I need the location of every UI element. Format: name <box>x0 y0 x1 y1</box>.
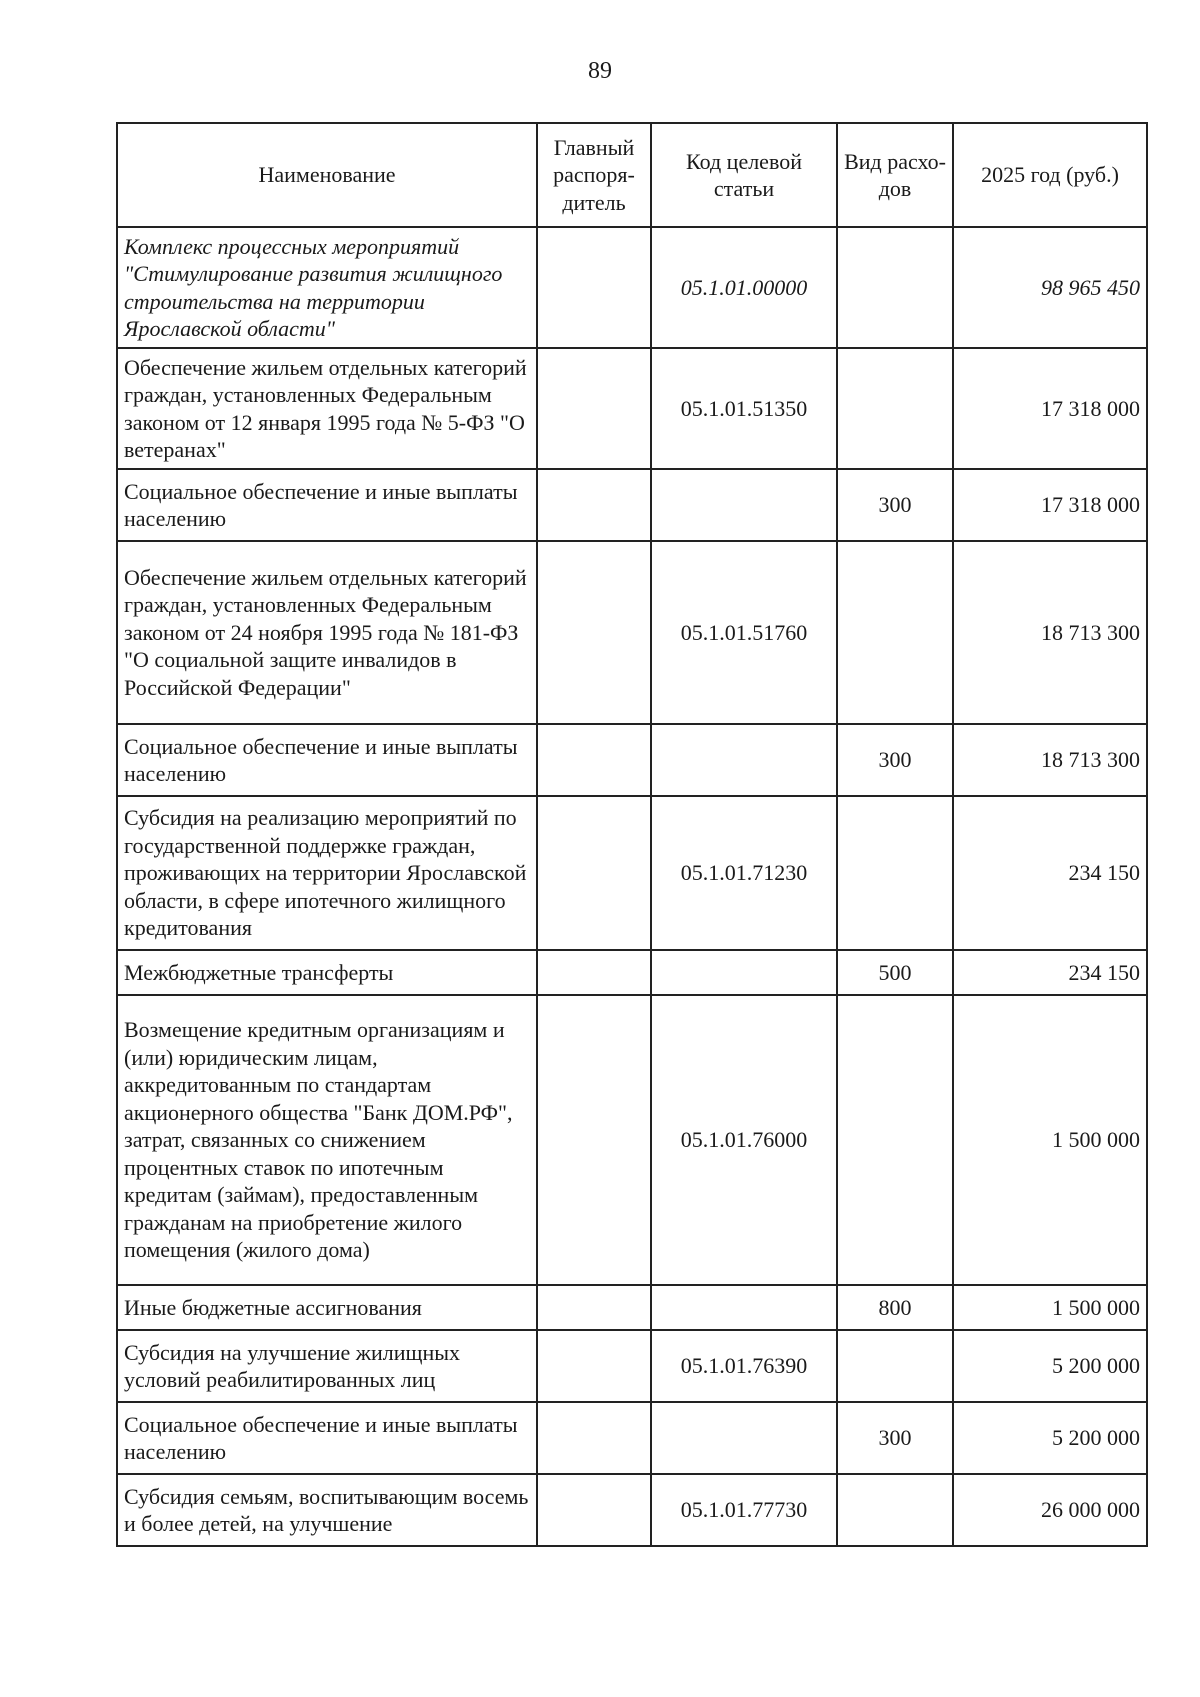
row-name: Социальное обеспечение и иные выплаты населению <box>117 1402 537 1474</box>
header-code: Код целевой статьи <box>651 123 837 227</box>
header-type: Вид расхо-дов <box>837 123 953 227</box>
header-name: Наименование <box>117 123 537 227</box>
row-code: 05.1.01.76000 <box>651 995 837 1285</box>
row-amount: 234 150 <box>953 950 1147 995</box>
table-row <box>117 1285 1147 1330</box>
row-name: Субсидия семьям, воспитывающим восемь и более детей, на улучшение <box>117 1474 537 1546</box>
table-row <box>117 995 1147 1285</box>
row-code <box>651 469 837 541</box>
row-manager <box>537 950 651 995</box>
row-type <box>837 541 953 724</box>
table-row <box>117 1402 1147 1474</box>
row-name: Социальное обеспечение и иные выплаты населению <box>117 469 537 541</box>
row-type <box>837 1330 953 1402</box>
page-number: 89 <box>588 58 612 84</box>
table-row <box>117 348 1147 469</box>
budget-table <box>116 122 1148 1547</box>
row-amount: 1 500 000 <box>953 995 1147 1285</box>
row-code <box>651 950 837 995</box>
row-type <box>837 796 953 950</box>
row-type: 300 <box>837 469 953 541</box>
row-name: Возмещение кредитным организациям и (или) юридическим лицам, аккредитованным по стандартам акционерного общества "Банк ДОМ.РФ", затрат, связанных со снижением процентных ставок по ипотечным кредитам (займам), предоставленным гражданам на приобретение жилого помещения (жилого дома) <box>117 995 537 1285</box>
row-code <box>651 1285 837 1330</box>
row-name: Субсидия на реализацию мероприятий по государственной поддержке граждан, проживающих на территории Ярославской области, в сфере ипотечного жилищного кредитования <box>117 796 537 950</box>
row-manager <box>537 995 651 1285</box>
row-amount: 1 500 000 <box>953 1285 1147 1330</box>
table-row <box>117 469 1147 541</box>
row-name: Комплекс процессных мероприятий "Стимулирование развития жилищного строительства на территории Ярославской области" <box>117 227 537 348</box>
table-row <box>117 724 1147 796</box>
row-amount: 5 200 000 <box>953 1402 1147 1474</box>
row-amount: 234 150 <box>953 796 1147 950</box>
row-name: Субсидия на улучшение жилищных условий реабилитированных лиц <box>117 1330 537 1402</box>
row-code <box>651 1402 837 1474</box>
table-row <box>117 1474 1147 1546</box>
header-amount: 2025 год (руб.) <box>953 123 1147 227</box>
table-row <box>117 950 1147 995</box>
row-name: Обеспечение жильем отдельных категорий граждан, установленных Федеральным законом от 12 января 1995 года № 5-ФЗ "О ветеранах" <box>117 348 537 469</box>
row-name: Социальное обеспечение и иные выплаты населению <box>117 724 537 796</box>
row-code: 05.1.01.71230 <box>651 796 837 950</box>
row-type: 800 <box>837 1285 953 1330</box>
row-code: 05.1.01.51350 <box>651 348 837 469</box>
row-code: 05.1.01.76390 <box>651 1330 837 1402</box>
row-type <box>837 1474 953 1546</box>
row-manager <box>537 796 651 950</box>
row-amount: 26 000 000 <box>953 1474 1147 1546</box>
header-manager: Главный распоря-дитель <box>537 123 651 227</box>
row-amount: 98 965 450 <box>953 227 1147 348</box>
table-row <box>117 227 1147 348</box>
row-code: 05.1.01.77730 <box>651 1474 837 1546</box>
row-amount: 17 318 000 <box>953 348 1147 469</box>
row-type: 300 <box>837 724 953 796</box>
row-amount: 5 200 000 <box>953 1330 1147 1402</box>
row-type <box>837 348 953 469</box>
table-header-row <box>117 123 1147 227</box>
row-manager <box>537 1285 651 1330</box>
row-manager <box>537 1474 651 1546</box>
row-manager <box>537 1402 651 1474</box>
row-manager <box>537 541 651 724</box>
table-row <box>117 1330 1147 1402</box>
row-manager <box>537 227 651 348</box>
row-name: Иные бюджетные ассигнования <box>117 1285 537 1330</box>
row-code <box>651 724 837 796</box>
row-amount: 17 318 000 <box>953 469 1147 541</box>
row-name: Межбюджетные трансферты <box>117 950 537 995</box>
row-amount: 18 713 300 <box>953 541 1147 724</box>
row-manager <box>537 1330 651 1402</box>
row-code: 05.1.01.00000 <box>651 227 837 348</box>
row-name: Обеспечение жильем отдельных категорий граждан, установленных Федеральным законом от 24 ноября 1995 года № 181-ФЗ "О социальной защите инвалидов в Российской Федерации" <box>117 541 537 724</box>
row-type <box>837 995 953 1285</box>
row-type: 300 <box>837 1402 953 1474</box>
row-type <box>837 227 953 348</box>
row-type: 500 <box>837 950 953 995</box>
row-manager <box>537 724 651 796</box>
row-manager <box>537 348 651 469</box>
table-row <box>117 796 1147 950</box>
row-amount: 18 713 300 <box>953 724 1147 796</box>
table-row <box>117 541 1147 724</box>
row-code: 05.1.01.51760 <box>651 541 837 724</box>
row-manager <box>537 469 651 541</box>
